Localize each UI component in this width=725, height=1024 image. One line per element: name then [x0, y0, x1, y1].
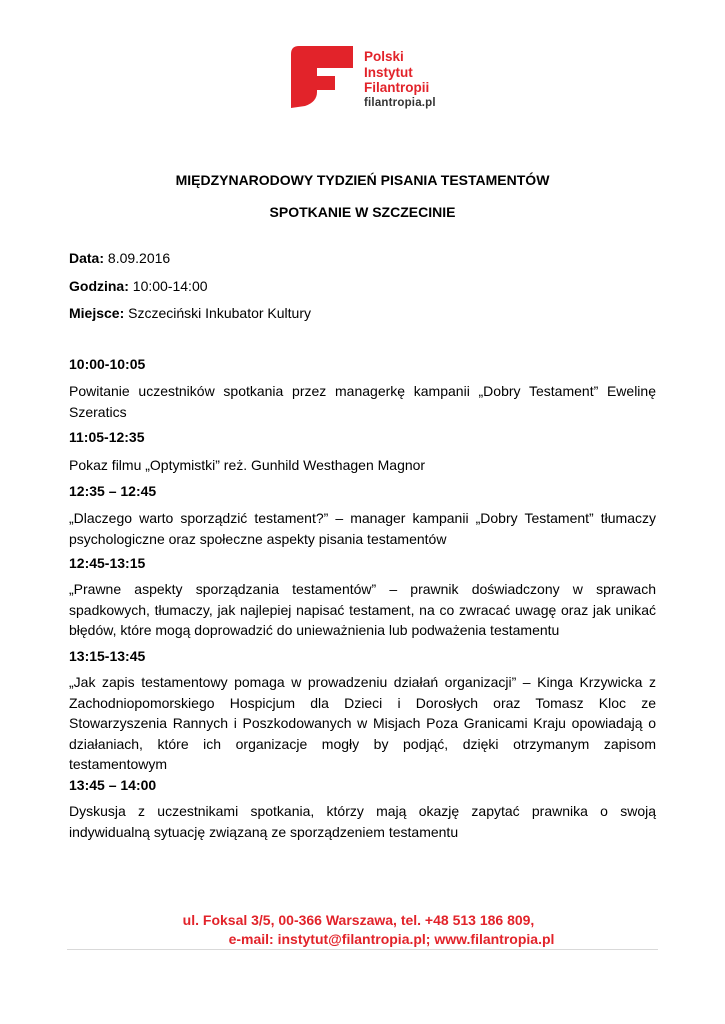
agenda-time: 13:15-13:45: [69, 648, 146, 664]
place-label: Miejsce:: [69, 305, 125, 321]
agenda-time: 11:05-12:35: [69, 429, 145, 445]
logo-line-2: Instytut: [364, 64, 413, 80]
time-label: Godzina:: [69, 278, 129, 294]
agenda-description: Pokaz filmu „Optymistki” reż. Gunhild Westhagen Magnor: [69, 457, 426, 473]
footer-divider: [67, 949, 658, 950]
info-time: [69, 278, 208, 294]
agenda-time: 10:00-10:05: [69, 356, 146, 372]
logo-name: [364, 49, 429, 96]
time-value: 10:00-14:00: [132, 278, 208, 294]
info-date: [69, 250, 170, 266]
logo: [291, 46, 491, 112]
place-value: Szczeciński Inkubator Kultury: [128, 305, 311, 321]
agenda-description: Dyskusja z uczestnikami spotkania, którzy mają okazję zapytać prawnika o swoją indywidualną sytuację związaną ze sporządzeniem testamentu: [69, 803, 656, 840]
info-place: [69, 305, 311, 321]
agenda-description: „Prawne aspekty sporządzania testamentów” – prawnik doświadczony w sprawach spadkowych, tłumaczy, jak najlepiej napisać testament, na co zwracać uwagę oraz jak unikać błędów, które mogą doprowadzić do unieważnienia lub podważenia testamentu: [69, 581, 656, 638]
footer-contact: e-mail: instytut@filantropia.pl; www.filantropia.pl: [228, 931, 555, 947]
document-title: MIĘDZYNARODOWY TYDZIEŃ PISANIA TESTAMENTÓW: [175, 172, 550, 188]
agenda-description: Powitanie uczestników spotkania przez managerkę kampanii „Dobry Testament” Ewelinę Szeratics: [69, 383, 656, 420]
logo-line-1: Polski: [364, 49, 404, 64]
date-label: Data:: [69, 250, 105, 266]
logo-line-3: Filantropii: [364, 80, 430, 95]
document-subtitle: SPOTKANIE W SZCZECINIE: [269, 204, 456, 220]
date-value: 8.09.2016: [107, 250, 171, 266]
filantropia-logo-icon: [291, 46, 353, 108]
logo-url: filantropia.pl: [364, 97, 436, 109]
agenda-description: „Dlaczego warto sporządzić testament?” – manager kampanii „Dobry Testament” tłumaczy psychologiczne oraz społeczne aspekty pisania testamentów: [69, 510, 656, 547]
agenda-description: „Jak zapis testamentowy pomaga w prowadzeniu działań organizacji” – Kinga Krzywicka z Zachodniopomorskiego Hospicjum dla Dzieci i Dorosłych oraz Tomasz Kloc ze Stowarzyszenia Rannych i Poszkodowanych w Misjach Poza Granicami Kraju opowiadają o działaniach, które ich organizacje mogły by podjąć, dzięki otrzymanym zapisom testamentowym: [69, 674, 656, 772]
footer-address: ul. Foksal 3/5, 00-366 Warszawa, tel. +48 513 186 809,: [182, 912, 535, 928]
agenda-time: 12:35 – 12:45: [69, 483, 157, 499]
agenda-time: 13:45 – 14:00: [69, 777, 157, 793]
agenda-time: 12:45-13:15: [69, 555, 146, 571]
